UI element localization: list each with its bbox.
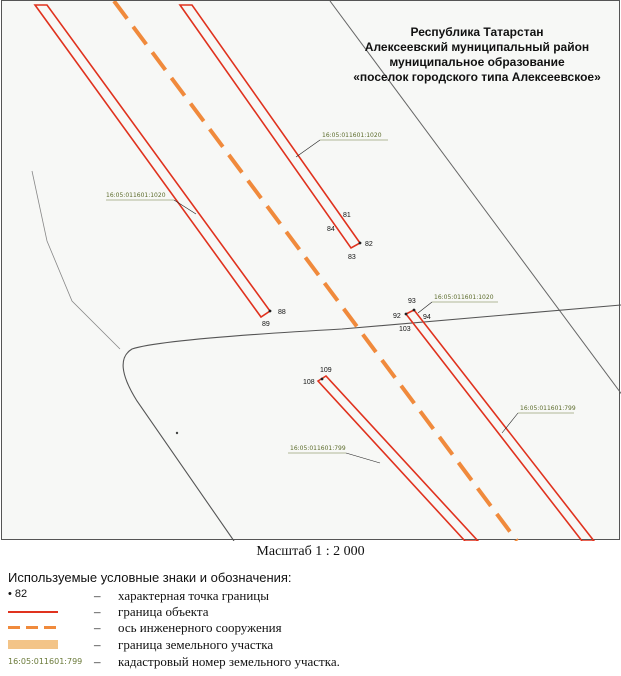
boundary-point: [321, 378, 324, 381]
legend-dash: –: [94, 588, 101, 603]
boundary-point: [269, 310, 272, 313]
legend-row-parcel: [8, 637, 608, 652]
point-label: 82: [365, 241, 373, 248]
point-label: 108: [303, 379, 315, 386]
title-line: «поселок городского типа Алексеевское»: [353, 70, 601, 84]
boundary-point: [405, 313, 408, 316]
legend-text: граница земельного участка: [118, 637, 274, 652]
legend-dash: –: [94, 654, 101, 669]
point-label: 109: [320, 367, 332, 374]
point-label: 93: [408, 298, 416, 305]
legend-row-point: [8, 588, 608, 603]
point-label: 83: [348, 254, 356, 261]
point-label: 84: [327, 226, 335, 233]
boundary-point: [176, 432, 178, 434]
point-label: 94: [423, 314, 431, 321]
map-frame: [1, 0, 620, 540]
axis-symbol: [8, 620, 68, 635]
title-line: Республика Татарстан: [410, 25, 544, 39]
boundary-point: [413, 309, 416, 312]
point-label: 92: [393, 313, 401, 320]
legend-text: ось инженерного сооружения: [118, 620, 282, 635]
legend-text: характерная точка границы: [118, 588, 269, 603]
point-label: 103: [399, 326, 411, 333]
cadastral-label: 16:05:011601:1020: [434, 294, 494, 301]
legend-row-object-border: [8, 604, 608, 619]
cadastral-label: 16:05:011601:1020: [106, 192, 166, 199]
legend-text: граница объекта: [118, 604, 209, 619]
object-border: [318, 376, 478, 541]
map-title-block: [332, 25, 621, 85]
legend-row-cadastral: [8, 654, 608, 669]
legend-title: Используемые условные знаки и обозначения:: [8, 570, 292, 585]
point-symbol: • 82: [8, 588, 28, 600]
legend-text: кадастровый номер земельного участка.: [118, 654, 340, 669]
boundary-point: [359, 242, 362, 245]
cadastral-label: 16:05:011601:799: [290, 445, 346, 452]
point-label: 81: [343, 212, 351, 219]
parcel-symbol: [8, 637, 68, 652]
parcel-outline: [123, 305, 621, 541]
point-label: 88: [278, 309, 286, 316]
legend-row-axis: [8, 620, 608, 635]
cadastral-label: 16:05:011601:799: [520, 405, 576, 412]
object-border-symbol: [8, 604, 68, 619]
point-label: 89: [262, 321, 270, 328]
legend-dash: –: [94, 620, 101, 635]
cadastral-symbol: 16:05:011601:799: [8, 657, 83, 666]
legend-dash: –: [94, 637, 101, 652]
cadastral-label: 16:05:011601:1020: [322, 132, 382, 139]
legend-dash: –: [94, 604, 101, 619]
title-line: муниципальное образование: [389, 55, 565, 69]
title-line: Алексеевский муниципальный район: [364, 40, 590, 54]
scale-label: Масштаб 1 : 2 000: [256, 544, 365, 559]
